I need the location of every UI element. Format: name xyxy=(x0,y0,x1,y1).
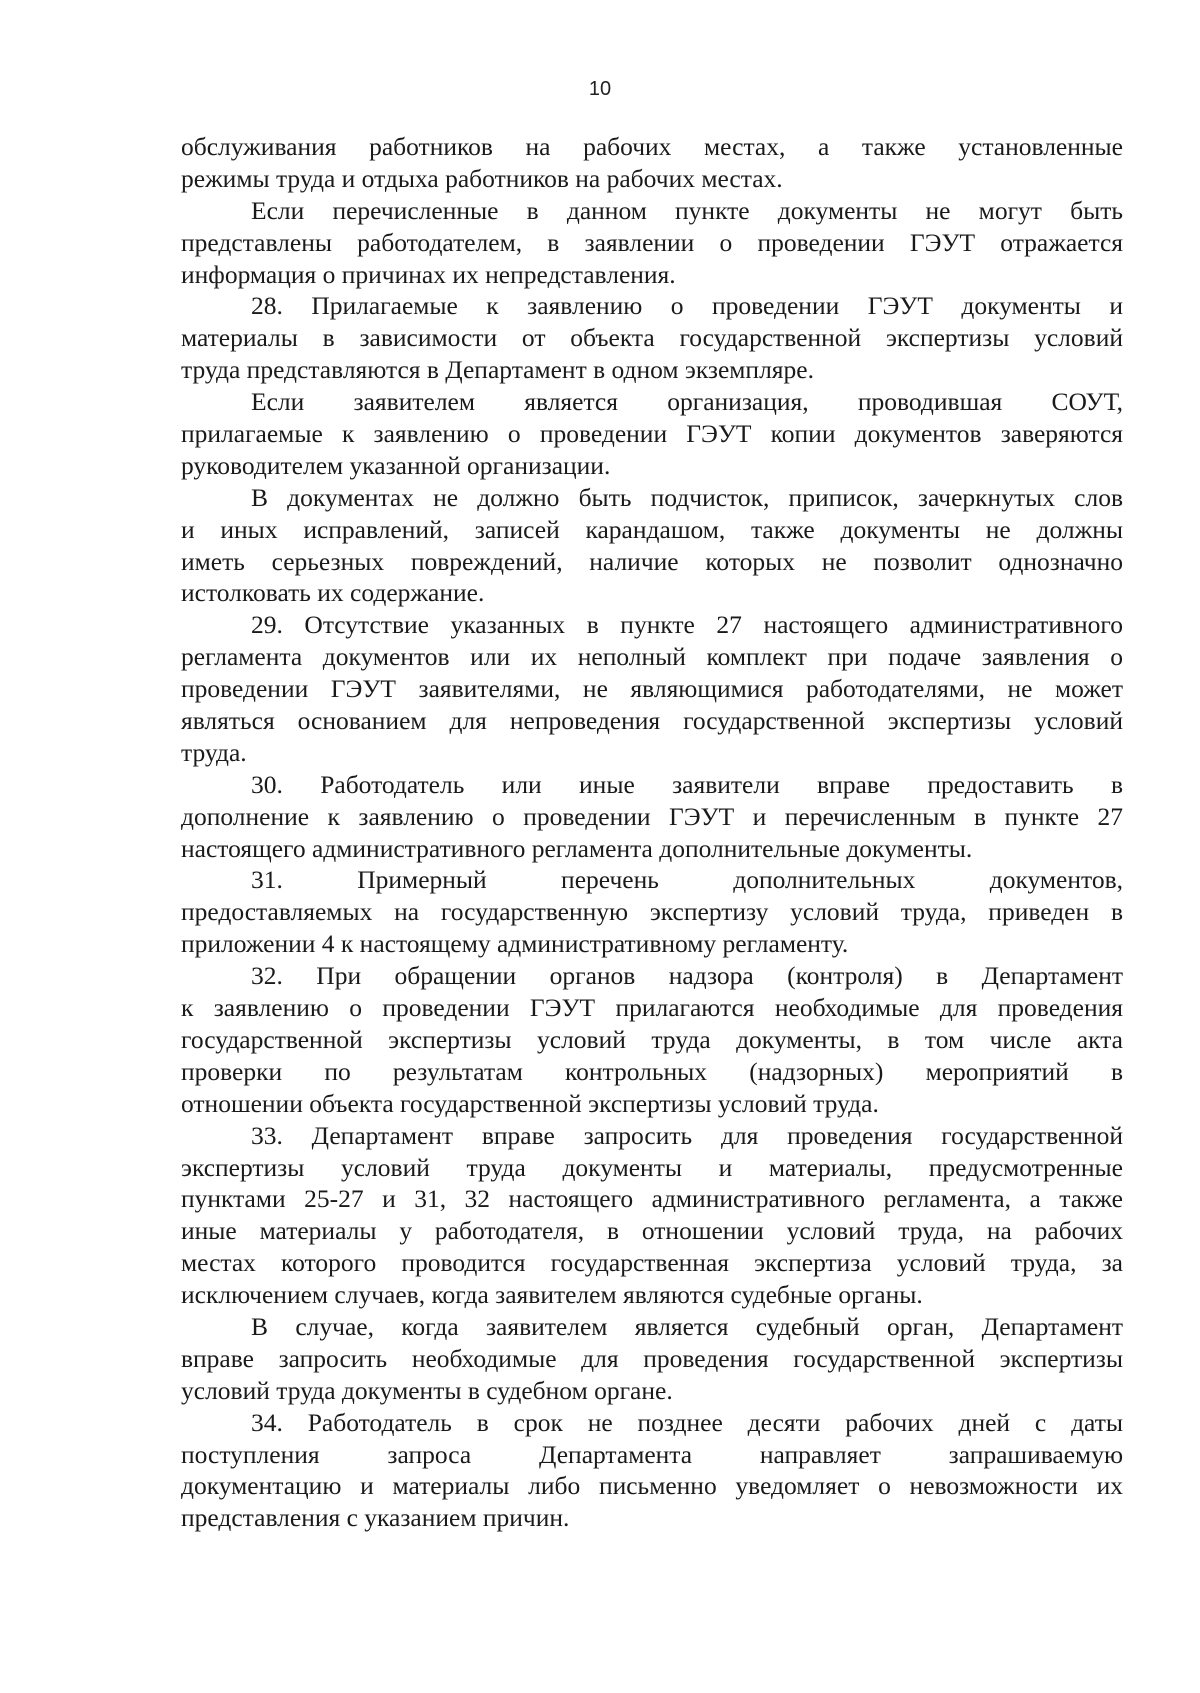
text-line: В документах не должно быть подчисток, приписок, зачеркнутых слов xyxy=(251,482,1123,512)
text-line: условий труда документы в судебном органе. xyxy=(181,1375,673,1405)
text-line: информация о причинах их непредставления. xyxy=(181,259,676,289)
text-line: 33. Департамент вправе запросить для проведения государственной xyxy=(251,1120,1123,1150)
text-line: иметь серьезных повреждений, наличие которых не позволит однозначно xyxy=(181,546,1123,576)
text-line: приложении 4 к настоящему административному регламенту. xyxy=(181,929,849,959)
text-line: экспертизы условий труда документы и материалы, предусмотренные xyxy=(181,1152,1123,1182)
text-line: исключением случаев, когда заявителем являются судебные органы. xyxy=(181,1280,923,1310)
text-line: 32. При обращении органов надзора (контроля) в Департамент xyxy=(251,961,1123,991)
text-line: труда представляются в Департамент в одном экземпляре. xyxy=(181,355,814,385)
text-line: 31. Примерный перечень дополнительных документов, xyxy=(251,865,1123,895)
text-line: руководителем указанной организации. xyxy=(181,450,611,480)
text-line: являться основанием для непроведения государственной экспертизы условий xyxy=(181,706,1123,736)
text-line: регламента документов или их неполный комплект при подаче заявления о xyxy=(181,642,1123,672)
text-line: 29. Отсутствие указанных в пункте 27 настоящего административного xyxy=(251,610,1123,640)
text-line: Если заявителем является организация, проводившая СОУТ, xyxy=(251,387,1123,417)
text-line: отношении объекта государственной экспертизы условий труда. xyxy=(181,1088,879,1118)
text-line: представлены работодателем, в заявлении о проведении ГЭУТ отражается xyxy=(181,227,1123,257)
text-line: пунктами 25-27 и 31, 32 настоящего административного регламента, а также xyxy=(181,1184,1123,1214)
text-line: материалы в зависимости от объекта государственной экспертизы условий xyxy=(181,323,1123,353)
text-line: документацию и материалы либо письменно уведомляет о невозможности их xyxy=(181,1471,1123,1501)
text-line: дополнение к заявлению о проведении ГЭУТ и перечисленным в пункте 27 xyxy=(181,801,1123,831)
text-line: прилагаемые к заявлению о проведении ГЭУТ копии документов заверяются xyxy=(181,419,1123,449)
text-line: иные материалы у работодателя, в отношении условий труда, на рабочих xyxy=(181,1216,1123,1246)
text-line: Если перечисленные в данном пункте документы не могут быть xyxy=(251,195,1123,225)
text-line: В случае, когда заявителем является судебный орган, Департамент xyxy=(251,1311,1123,1341)
text-line: настоящего административного регламента дополнительные документы. xyxy=(181,833,973,863)
text-line: режимы труда и отдыха работников на рабочих местах. xyxy=(181,163,783,193)
text-line: местах которого проводится государственная экспертиза условий труда, за xyxy=(181,1248,1123,1278)
text-line: проверки по результатам контрольных (надзорных) мероприятий в xyxy=(181,1056,1123,1086)
text-line: государственной экспертизы условий труда документы, в том числе акта xyxy=(181,1024,1123,1054)
text-line: проведении ГЭУТ заявителями, не являющимися работодателями, не может xyxy=(181,674,1123,704)
text-line: и иных исправлений, записей карандашом, также документы не должны xyxy=(181,514,1123,544)
text-line: к заявлению о проведении ГЭУТ прилагаются необходимые для проведения xyxy=(181,993,1123,1023)
page-number: 10 xyxy=(588,78,612,100)
text-line: 34. Работодатель в срок не позднее десяти рабочих дней с даты xyxy=(251,1407,1123,1437)
text-line: предоставляемых на государственную экспертизу условий труда, приведен в xyxy=(181,897,1123,927)
text-line: обслуживания работников на рабочих местах, а также установленные xyxy=(181,132,1123,161)
text-line: труда. xyxy=(181,737,247,767)
text-line: представления с указанием причин. xyxy=(181,1503,570,1533)
text-line: истолковать их содержание. xyxy=(181,578,485,608)
text-line: вправе запросить необходимые для проведения государственной экспертизы xyxy=(181,1343,1123,1373)
document-body xyxy=(181,131,1123,1534)
text-line: 28. Прилагаемые к заявлению о проведении ГЭУТ документы и xyxy=(251,291,1123,321)
text-line: 30. Работодатель или иные заявители вправе предоставить в xyxy=(251,769,1123,799)
text-line: поступления запроса Департамента направляет запрашиваемую xyxy=(181,1439,1123,1469)
